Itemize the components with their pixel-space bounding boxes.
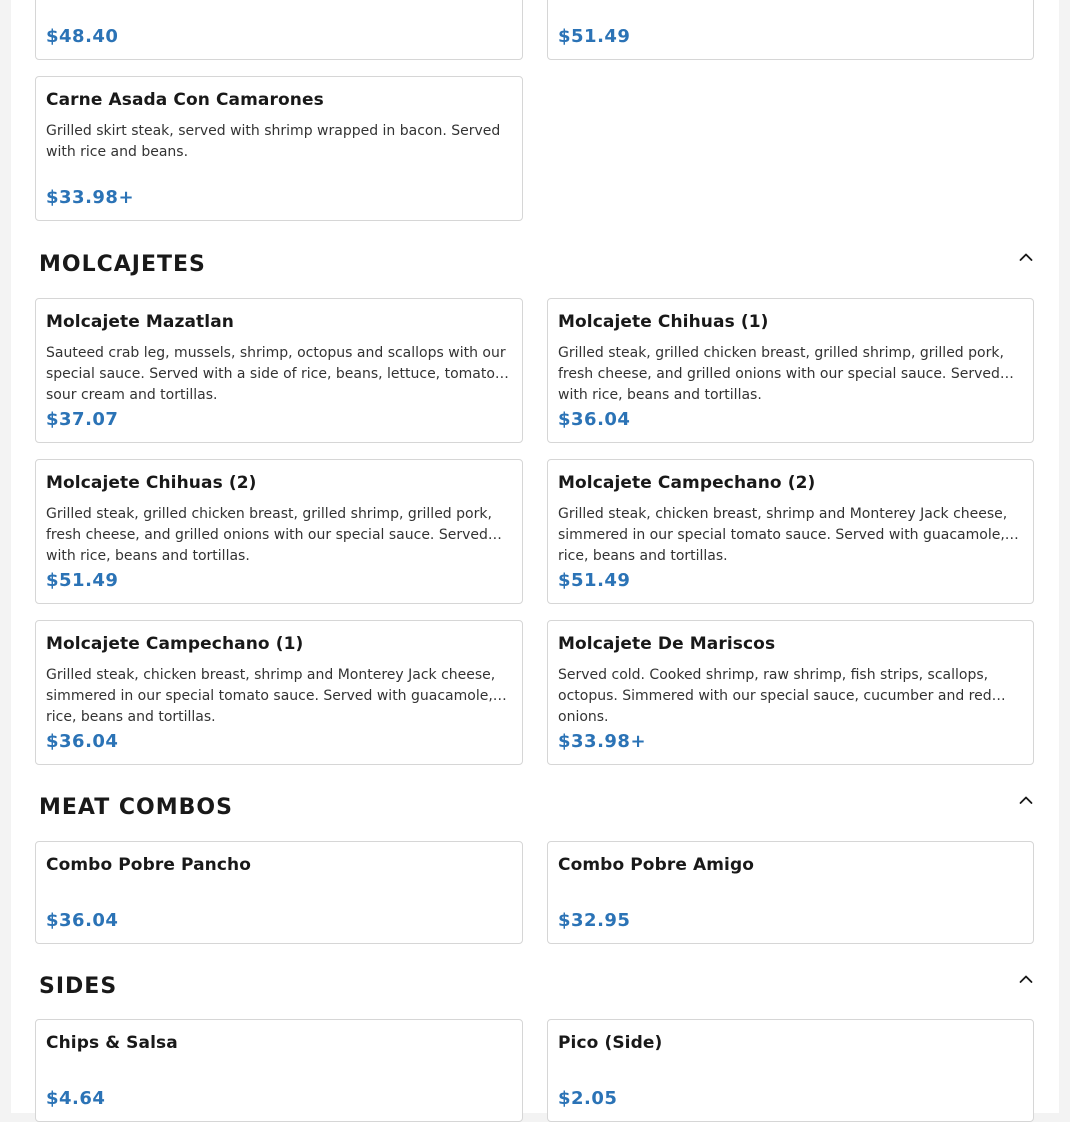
menu-item-card[interactable] (35, 841, 523, 944)
item-name: Molcajete Mazatlan (46, 312, 234, 332)
item-description: Sauteed crab leg, mussels, shrimp, octopus and scallops with our special sauce. Served with a side of rice, beans, lettuce, tomato, sour cream and tortillas. (46, 345, 506, 403)
item-price: $36.04 (46, 731, 119, 752)
item-price: $51.49 (558, 570, 631, 591)
item-price: $32.95 (558, 910, 631, 931)
item-name: Combo Pobre Amigo (558, 855, 755, 875)
section-title: SIDES (39, 974, 118, 999)
menu-item-card-carne-asada[interactable] (35, 76, 523, 221)
menu-item-card[interactable] (547, 459, 1034, 604)
item-name: Molcajete Campechano (2) (558, 473, 816, 493)
item-price: $51.49 (46, 570, 119, 591)
item-description: Grilled steak, grilled chicken breast, grilled shrimp, grilled pork, fresh cheese, and grilled onions with our special sauce. Served with rice, beans and tortillas. (558, 345, 1004, 403)
item-price: $48.40 (46, 26, 119, 47)
item-price: $37.07 (46, 409, 119, 430)
meat-combos-grid (35, 841, 1034, 944)
molcajetes-grid (35, 298, 1034, 765)
item-description: Grilled steak, chicken breast, shrimp and Monterey Jack cheese, simmered in our special tomato sauce. Served with guacamole, rice, beans and tortillas. (558, 506, 1008, 564)
item-name: Molcajete De Mariscos (558, 634, 776, 654)
section-header-meat-combos[interactable] (39, 788, 1034, 828)
menu-item-card[interactable] (35, 1019, 523, 1122)
chevron-up-icon[interactable] (1018, 971, 1034, 987)
item-description: Grilled skirt steak, served with shrimp wrapped in bacon. Served with rice and beans. (46, 123, 501, 160)
item-description: Grilled steak, grilled chicken breast, grilled shrimp, grilled pork, fresh cheese, and grilled onions with our special sauce. Served with rice, beans and tortillas. (46, 506, 492, 564)
item-price: $2.05 (558, 1088, 618, 1109)
section-header-sides[interactable] (39, 967, 1034, 1007)
item-name: Molcajete Campechano (1) (46, 634, 304, 654)
menu-item-card[interactable] (547, 1019, 1034, 1122)
item-description: Grilled steak, chicken breast, shrimp and Monterey Jack cheese, simmered in our special tomato sauce. Served with guacamole, rice, beans and tortillas. (46, 667, 496, 725)
sides-grid (35, 1019, 1034, 1122)
item-name: Pico (Side) (558, 1033, 663, 1053)
item-name: Molcajete Chihuas (1) (558, 312, 769, 332)
section-title: MOLCAJETES (39, 252, 206, 277)
section-header-molcajetes[interactable] (39, 245, 1034, 285)
item-description: Served cold. Cooked shrimp, raw shrimp, fish strips, scallops, octopus. Simmered with our special sauce, cucumber and red onions. (558, 667, 992, 725)
partial-item-grid (35, 0, 1034, 221)
item-name: Chips & Salsa (46, 1033, 178, 1053)
item-name: Combo Pobre Pancho (46, 855, 252, 875)
menu-item-card[interactable] (35, 620, 523, 765)
item-name: Molcajete Chihuas (2) (46, 473, 257, 493)
item-price: $33.98+ (46, 187, 135, 208)
menu-item-card[interactable] (547, 298, 1034, 443)
item-price: $33.98+ (558, 731, 647, 752)
section-title: MEAT COMBOS (39, 795, 233, 820)
item-name: Carne Asada Con Camarones (46, 90, 324, 110)
item-price: $36.04 (558, 409, 631, 430)
menu-item-card[interactable] (547, 841, 1034, 944)
menu-item-card[interactable] (547, 620, 1034, 765)
item-price: $51.49 (558, 26, 631, 47)
menu-page (11, 0, 1059, 1113)
item-price: $4.64 (46, 1088, 106, 1109)
item-price: $36.04 (46, 910, 119, 931)
menu-item-card[interactable] (35, 0, 523, 60)
chevron-up-icon[interactable] (1018, 792, 1034, 808)
chevron-up-icon[interactable] (1018, 249, 1034, 265)
menu-item-card[interactable] (547, 0, 1034, 60)
menu-item-card[interactable] (35, 459, 523, 604)
menu-item-card[interactable] (35, 298, 523, 443)
